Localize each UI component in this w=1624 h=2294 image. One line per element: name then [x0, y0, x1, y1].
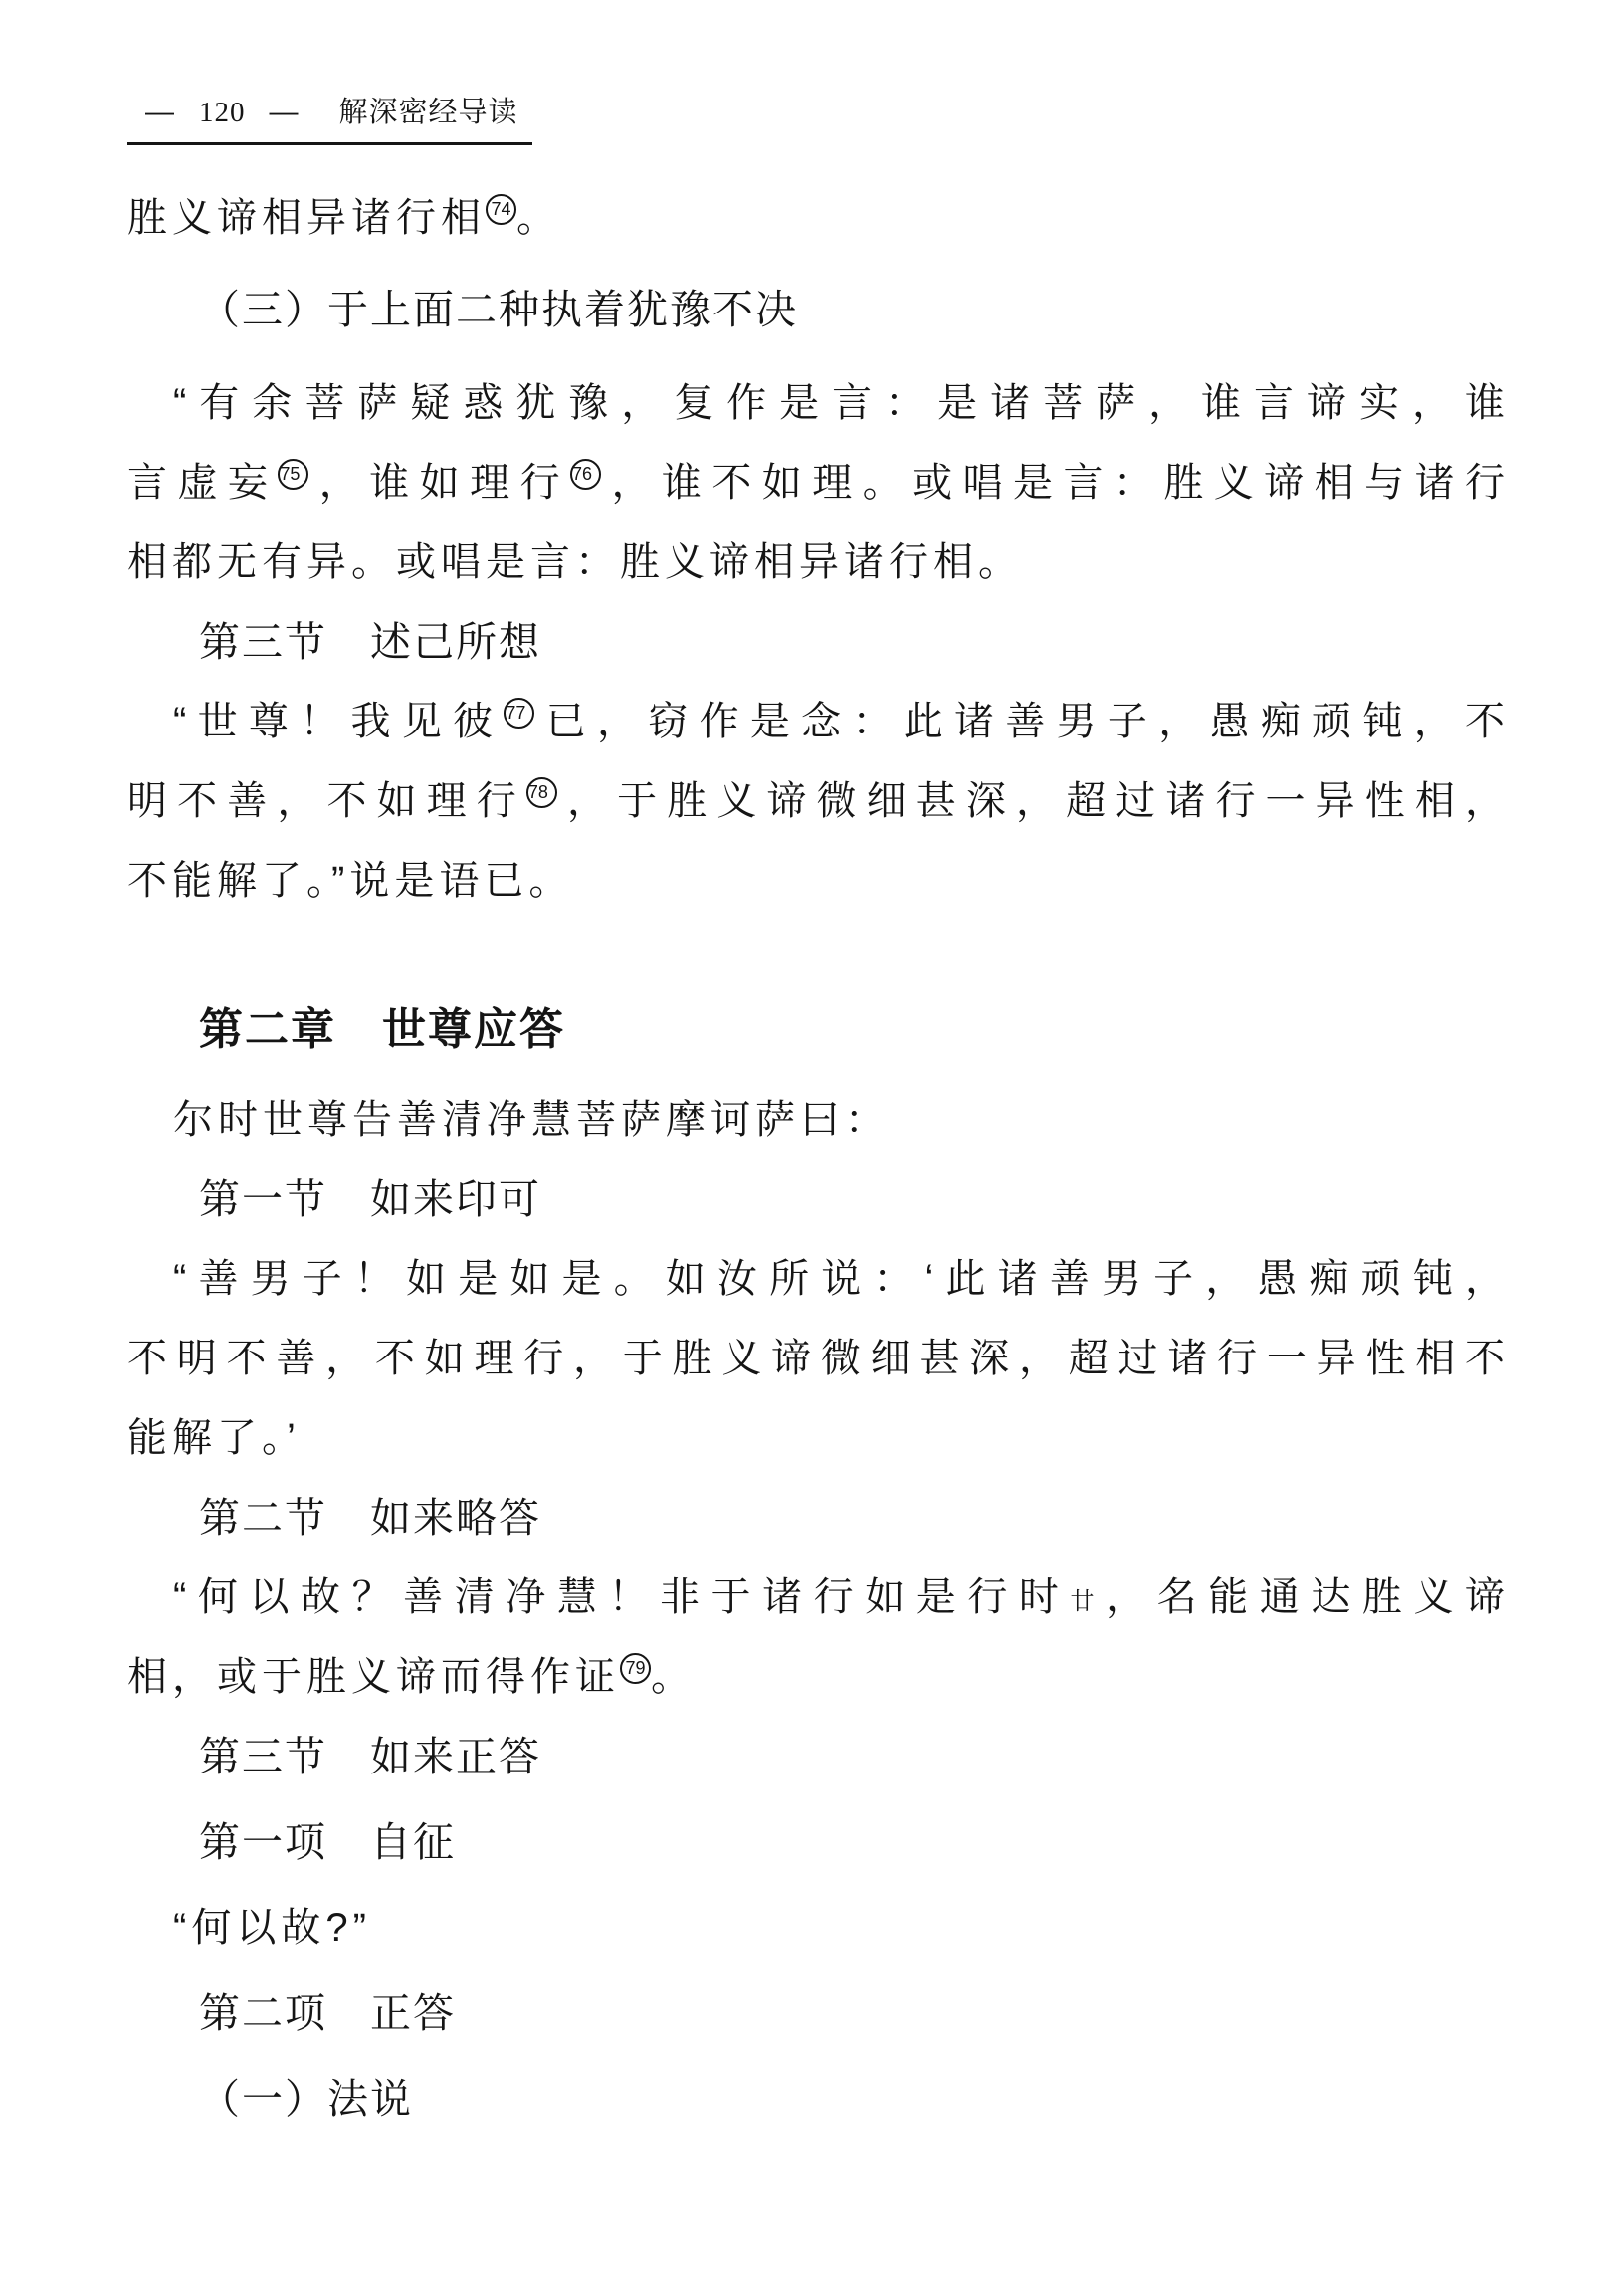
- paragraph1-line2: [127, 443, 1505, 522]
- section-heading-1: 第一节 如来印可: [199, 1176, 541, 1222]
- footnote-ref-74: 74: [486, 194, 516, 225]
- chapter-heading: 第二章 世尊应答: [199, 1005, 565, 1054]
- body-text: ，于胜义谛微细甚深，超过诸行一异性相，: [556, 779, 1506, 823]
- paragraph2-line2: [127, 761, 1505, 841]
- footnote-ref-77: 77: [504, 698, 534, 729]
- page-header: [127, 95, 532, 145]
- paragraph4-line1: [127, 1558, 1505, 1637]
- page-number: 120: [199, 97, 246, 128]
- subsection-heading-one: （一）法说: [199, 2076, 413, 2122]
- body-text: 言虚妄: [127, 461, 279, 505]
- body-text: 。: [516, 196, 561, 240]
- item-heading-2: 第二项 正答: [199, 1990, 456, 2036]
- subsection-heading-three: （三）于上面二种执着犹豫不决: [199, 287, 798, 332]
- body-text: 已，窃作是念：此诸善男子，愚痴顽钝，不: [534, 700, 1505, 743]
- body-text: 明不善，不如理行: [127, 779, 526, 823]
- intro-line: 尔时世尊告善清净慧菩萨摩诃萨曰：: [173, 1098, 890, 1142]
- paragraph2-line3: 不能解了。”说是语已。: [127, 859, 574, 903]
- paragraph1-line3: 相都无有异。或唱是言：胜义谛相异诸行相。: [127, 540, 1023, 584]
- section-heading-3: 第三节 述己所想: [199, 619, 541, 665]
- paragraph2-line1: [127, 682, 1505, 761]
- body-text: 胜义谛相异诸行相: [127, 196, 486, 240]
- book-title: 解深密经导读: [338, 97, 518, 128]
- footnote-ref-76: 76: [570, 459, 601, 490]
- section-heading-2: 第二节 如来略答: [199, 1495, 541, 1541]
- body-text: ，名能通达胜义谛: [1106, 1575, 1506, 1619]
- body-text: “何以故？善清净慧！非于诸行如是行时: [173, 1575, 1071, 1619]
- paragraph1-line1: “有余菩萨疑惑犹豫，复作是言：是诸菩萨，谁言谛实，谁: [173, 381, 1505, 425]
- body-text: 。: [651, 1655, 696, 1699]
- quote-line: “何以故?”: [173, 1906, 371, 1950]
- item-heading-1: 第一项 自征: [199, 1819, 456, 1865]
- section-heading-3b: 第三节 如来正答: [199, 1734, 541, 1779]
- body-text: ，谁不如理。或唱是言：胜义谛相与诸行: [601, 461, 1506, 505]
- footnote-ref-78: 78: [526, 777, 557, 808]
- inline-mark-nian: 廿: [1070, 1588, 1107, 1615]
- body-text: “世尊！我见彼: [173, 700, 505, 743]
- paragraph3-line3: 能解了。’: [127, 1416, 301, 1460]
- body-text: 相，或于胜义谛而得作证: [127, 1655, 620, 1699]
- footnote-ref-75: 75: [278, 459, 308, 490]
- paragraph3-line1: “善男子！如是如是。如汝所说：‘此诸善男子，愚痴顽钝，: [173, 1257, 1505, 1301]
- body-line-carryover: [127, 178, 1505, 258]
- paragraph4-line2: [127, 1637, 1505, 1717]
- paragraph3-line2: 不明不善，不如理行，于胜义谛微细甚深，超过诸行一异性相不: [127, 1337, 1505, 1380]
- body-text: ，谁如理行: [308, 461, 571, 505]
- footnote-ref-79: 79: [620, 1653, 651, 1684]
- header-dash-right: —: [269, 97, 300, 128]
- header-dash-left: —: [145, 97, 175, 128]
